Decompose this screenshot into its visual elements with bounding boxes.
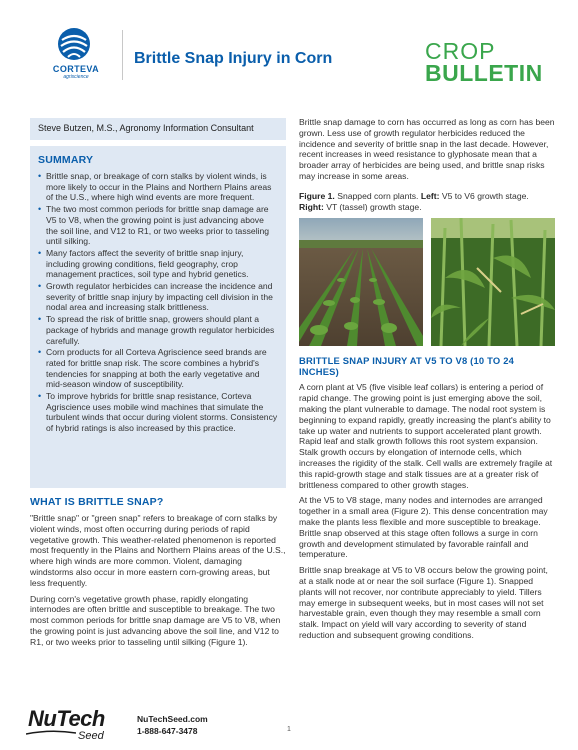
figure-caption — [299, 191, 555, 213]
figure-photos — [299, 218, 555, 346]
summary-list — [38, 171, 278, 434]
website-link[interactable]: NuTechSeed.com — [137, 714, 208, 724]
summary-item: • To improve hybrids for brittle snap resistance, Corteva Agriscience uses mobile wind machines that simulate the turbulent winds that occur during violent storms. Consistency of hybrid ratings is also increased by this practice. — [38, 391, 278, 434]
summary-box — [30, 146, 286, 488]
nutech-logo: NuTech — [28, 706, 105, 731]
summary-item: • The two most common periods for brittle snap damage are V5 to V8, when the growing point is just advancing above the soil line, and V12 to R1, or two weeks prior to tasseling until silking. — [38, 204, 278, 247]
summary-item: • Corn products for all Corteva Agriscience seed brands are rated for brittle snap risk. The score combines a hybrid's tendencies for snapping at both the early vegetative and mid-season window of susceptibility. — [38, 347, 278, 390]
what-is-paragraph-1: "Brittle snap" or "green snap" refers to breakage of corn stalks by violent winds, most often occurring during periods of rapid vegetative growth. This weather-related phenomenon is reported most frequently in the Plains and Northern Plains areas of the U.S., where high winds are more common. Violent, damaging windstorms also occur in more eastern corn-growing areas, but less frequently. — [30, 513, 286, 588]
author-name: Steve Butzen, M.S., Agronomy Information Consultant — [38, 123, 254, 133]
v5-v8-heading: BRITTLE SNAP INJURY AT V5 TO V8 (10 TO 24 INCHES) — [299, 355, 515, 378]
v5-v8-paragraph-1: A corn plant at V5 (five visible leaf collars) is entering a period of rapid change. The growing point is just emerging above the soil, making the plant vulnerable to damage. The nodal root system is beginning to expand rapidly, greatly increasing the plant's ability to take up water and nutrients to support accelerated plant growth. Rapid leaf and stalk growth follows this root system expansion. Stalk growth occurs by elongation of internode cells, which increases the rigidity of the stalk. Cell walls are extremely fragile at this rapid-growth stage and stalk tissues are at a greater risk of brittleness compared to other growth stages. — [299, 382, 553, 490]
summary-item: • Brittle snap, or breakage of corn stalks by violent winds, is more likely to occur in the Plains and Northern Plains areas of the U.S., where high wind events are more frequent. — [38, 171, 278, 203]
figure-left-label: Left: — [420, 190, 440, 201]
photo-vt-snapped-corn — [431, 218, 555, 346]
v5-v8-paragraph-2: At the V5 to V8 stage, many nodes and internodes are arranged together in a small area (Figure 2). This dense concentration may make the plants less flexible and more susceptible to breakage. Brittle snap observed at this stage often follows a surge in corn growth and development stimulated by favorable rainfall and temperature. — [299, 495, 548, 560]
swoosh-icon — [26, 730, 76, 736]
field-rows-image — [299, 218, 423, 346]
photo-v5-snapped-corn — [299, 218, 423, 346]
page-header — [0, 0, 578, 112]
brand-sub: agriscience — [63, 74, 89, 80]
summary-heading: SUMMARY — [38, 154, 94, 166]
left-column — [30, 146, 286, 648]
page-number: 1 — [287, 726, 291, 733]
figure-caption-text-1: Snapped corn plants. — [334, 190, 421, 201]
brand-name: CORTEVA — [52, 64, 100, 74]
header-divider — [122, 30, 123, 80]
v5-v8-paragraph-3: Brittle snap breakage at V5 to V8 occurs below the growing point, at a stalk node at or near the soil surface (Figure 1). Snapped plants will not recover, nor contribute appreciably to yield. Tillers may emerge in subsequent weeks, but in most cases will not set harvestable grain, even though they may resemble a small corn stalk. Impact on yield will vary according to severity of stand reduction and subsequent growing conditions. — [299, 565, 548, 640]
page-title: Brittle Snap Injury in Corn — [134, 50, 333, 67]
summary-item: • Growth regulator herbicides can increase the incidence and severity of brittle snap injury by impacting cell division in the nodal area and increasing stalk brittleness. — [38, 281, 278, 313]
figure-caption-text-3: VT (tassel) growth stage. — [323, 201, 422, 212]
intro-paragraph: Brittle snap damage to corn has occurred as long as corn has been grown. Less use of growth regulator herbicides reduced the incidence and severity of brittle snap in the last decade. However, recent increases in weed resistance to glyphosate mean that a broader array of herbicides are being used, and brittle snap risks may increase in some areas. — [299, 117, 555, 181]
summary-item: • To spread the risk of brittle snap, growers should plant a package of hybrids and manage growth regulator herbicides carefully. — [38, 314, 278, 346]
summary-item: • Many factors affect the severity of brittle snap injury, including growing conditions, field geography, crop management practices, soil type and hybrid genetics. — [38, 248, 278, 280]
author-bar — [30, 118, 286, 140]
tall-corn-image — [431, 218, 555, 346]
figure-caption-text-2: V5 to V6 growth stage. — [439, 190, 529, 201]
what-is-paragraph-2: During corn's vegetative growth phase, rapidly elongating internodes are often brittle and susceptible to breakage. The two most common periods for brittle snap damage are V5 to V8, when the growing point is just advancing above the soil line, and V12 to R1, or two weeks prior to tasseling until silking (Figure 1). — [30, 593, 281, 647]
corteva-globe-icon — [56, 26, 92, 62]
right-column — [299, 112, 555, 641]
figure-right-label: Right: — [299, 201, 324, 212]
corteva-logo — [36, 22, 114, 84]
nutech-seed-label: Seed — [78, 730, 104, 742]
bulletin-label: BULLETIN — [425, 60, 543, 86]
figure-label: Figure 1. — [299, 190, 335, 201]
what-is-heading: WHAT IS BRITTLE SNAP? — [30, 496, 164, 508]
phone-number: 1-888-647-3478 — [137, 726, 198, 736]
crop-label: CROP — [425, 38, 496, 64]
page-footer — [0, 700, 578, 750]
